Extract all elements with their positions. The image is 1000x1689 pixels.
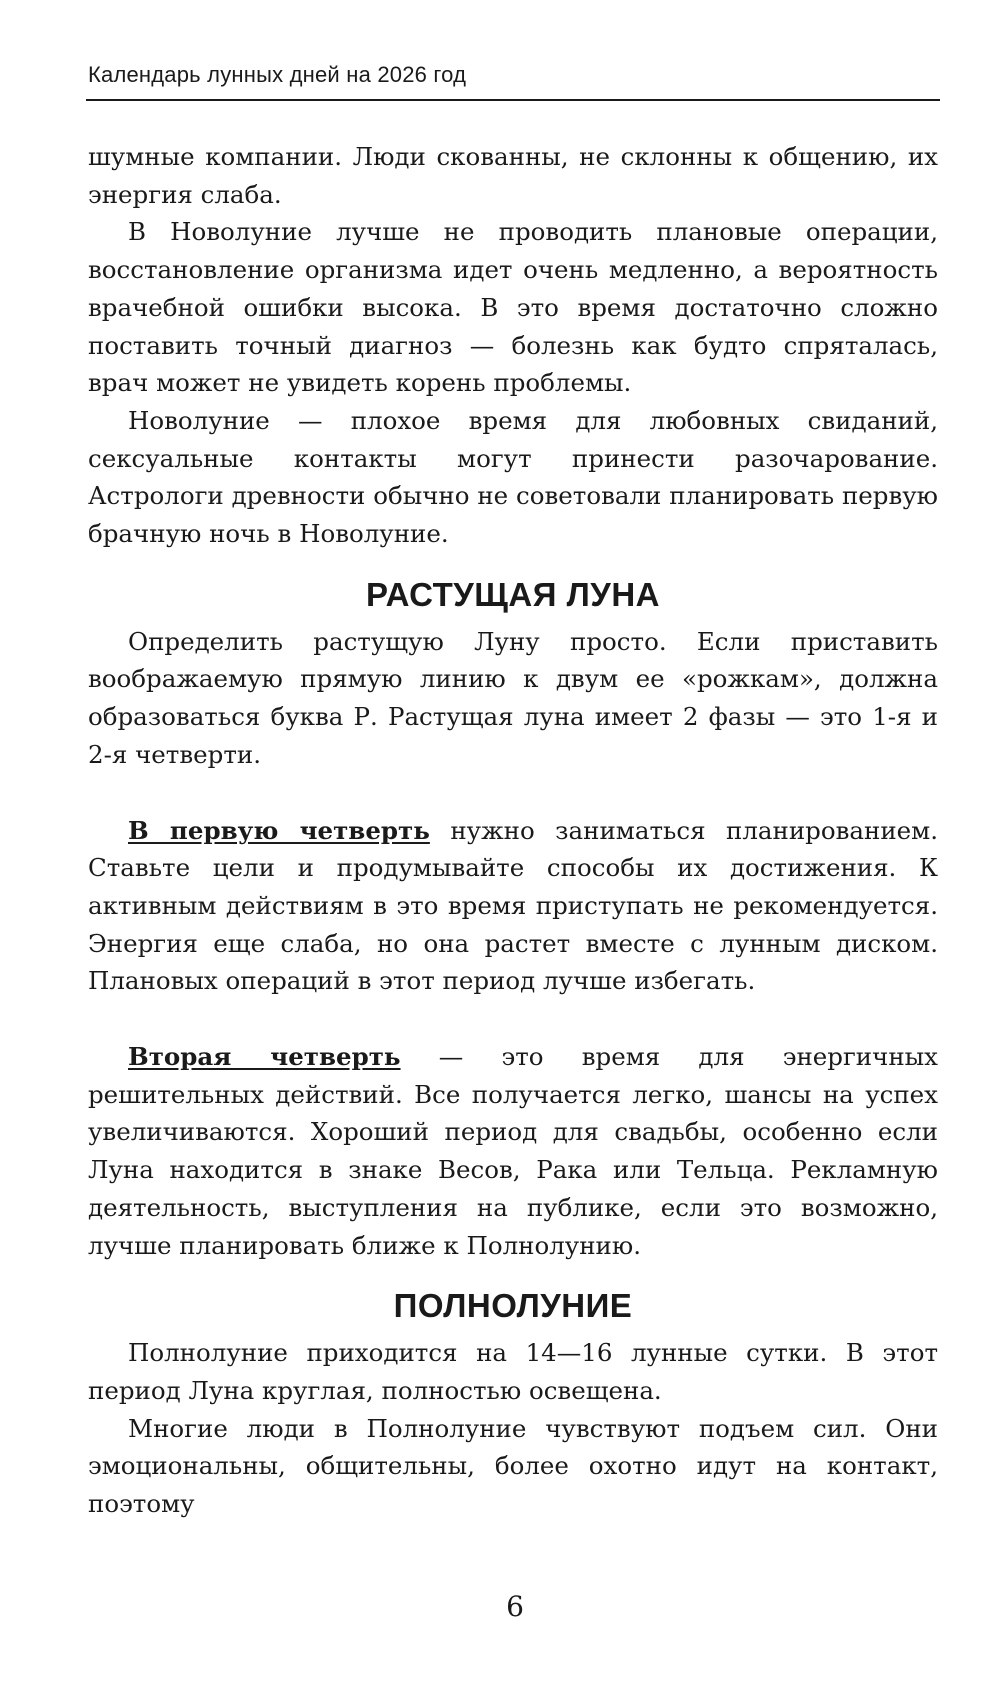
paragraph-full-moon-intro: Полнолуние приходится на 14—16 лунные сутки. В этот период Луна круглая, полностью освещена. — [88, 1338, 938, 1405]
paragraph-full-moon-people: Многие люди в Полнолуние чувствуют подъем сил. Они эмоциональны, общительны, более охотно идут на контакт, поэтому — [88, 1413, 938, 1519]
run-in-second-quarter: Вторая четверть — [128, 1042, 401, 1072]
header-divider — [86, 99, 940, 101]
page-body — [88, 138, 938, 1523]
running-head-title: Календарь лунных дней на 2026 год — [88, 62, 467, 87]
heading-growing-moon: РАСТУЩАЯ ЛУНА — [365, 575, 660, 613]
second-quarter-text: — это время для энергичных решительных действий. Все получается легко, шансы на успех увеличиваются. Хороший период для свадьбы, особенно если Луна находится в знаке Весов, Рака или Тельца. Рекламную деятельность, выступления на публике, если это возможно, лучше планировать ближе к Полнолунию. — [88, 1042, 938, 1260]
paragraph-new-moon-romance: Новолуние — плохое время для любовных свиданий, сексуальные контакты могут принести разочарование. Астрологи древности обычно не советовали планировать первую брачную ночь в Новолуние. — [88, 405, 938, 549]
paragraph-second-quarter — [88, 1038, 938, 1264]
paragraph-first-quarter — [88, 812, 938, 1001]
run-in-first-quarter: В первую четверть — [128, 815, 430, 845]
paragraph-growing-moon-intro: Определить растущую Луну просто. Если приставить воображаемую прямую линию к двум ее «рожкам», должна образоваться буква Р. Растущая луна имеет 2 фазы — это 1-я и 2-я четверти. — [88, 626, 938, 769]
heading-full-moon: ПОЛНОЛУНИЕ — [393, 1287, 633, 1325]
first-quarter-text: нужно заниматься планированием. Ставьте цели и продумывайте способы их достижения. К активным действиям в это время приступать не рекомендуется. Энергия еще слаба, но она растет вместе с лунным диском. Плановых операций в этот период лучше избегать. — [88, 815, 939, 996]
paragraph-continuation: шумные компании. Люди скованны, не склонны к общению, их энергия слаба. — [88, 142, 938, 209]
paragraph-new-moon-surgery: В Новолуние лучше не проводить плановые операции, восстановление организма идет очень медленно, а вероятность врачебной ошибки высока. В это время достаточно сложно поставить точный диагноз — болезнь как будто спряталась, врач может не увидеть корень проблемы. — [88, 217, 938, 398]
page-number: 6 — [506, 1590, 524, 1623]
